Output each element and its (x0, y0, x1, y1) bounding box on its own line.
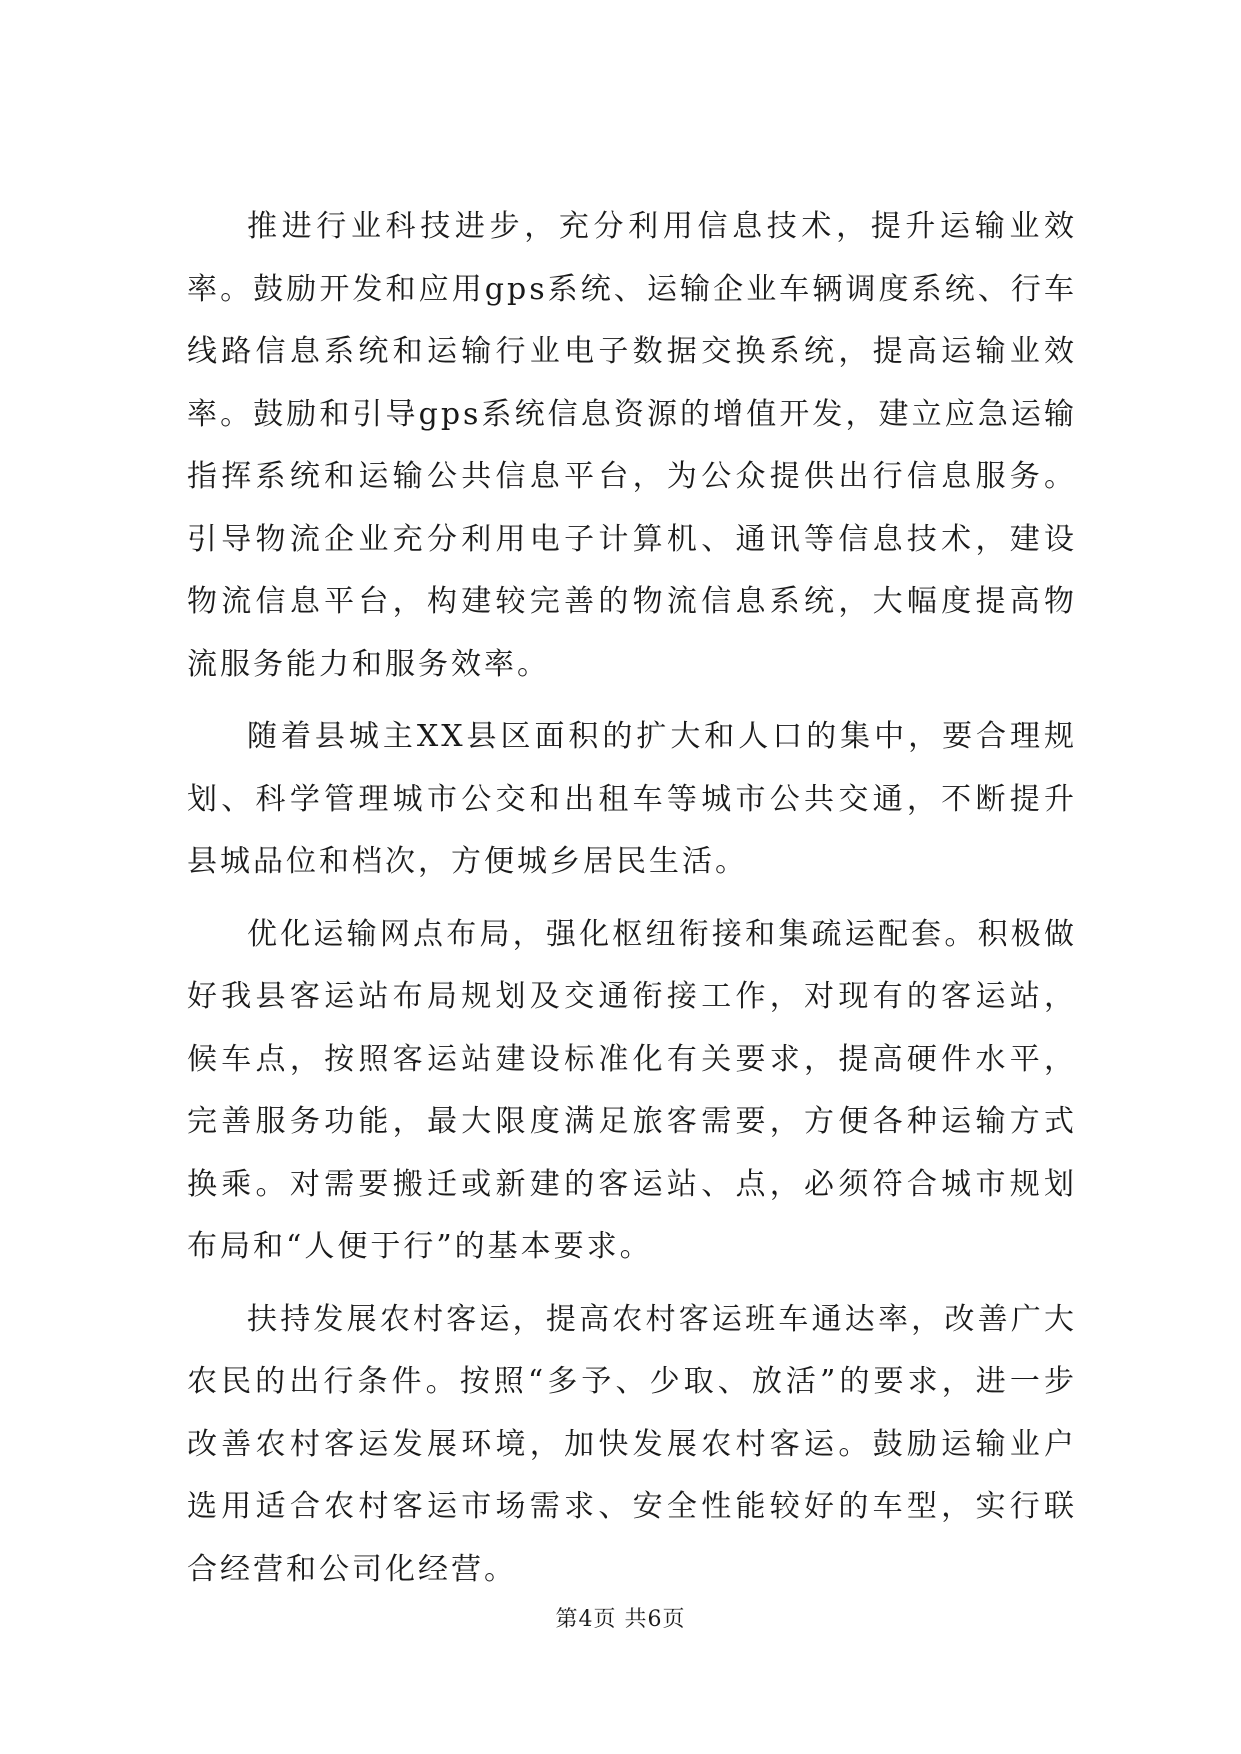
paragraph-urban-transit: 随着县城主XX县区面积的扩大和人口的集中，要合理规划、科学管理城市公交和出租车等城市公共交通，不断提升县城品位和档次，方便城乡居民生活。 (187, 719, 1077, 879)
document-body (187, 196, 1077, 1611)
paragraph-rural-passenger: 扶持发展农村客运，提高农村客运班车通达率，改善广大农民的出行条件。按照“多予、少取、放活”的要求，进一步改善农村客运发展环境，加快发展农村客运。鼓励运输业户选用适合农村客运市场需求、安全性能较好的车型，实行联合经营和公司化经营。 (187, 1301, 1077, 1587)
paragraph-network-layout: 优化运输网点布局，强化枢纽衔接和集疏运配套。积极做好我县客运站布局规划及交通衔接工作，对现有的客运站，候车点，按照客运站建设标准化有关要求，提高硬件水平，完善服务功能，最大限度满足旅客需要，方便各种运输方式换乘。对需要搬迁或新建的客运站、点，必须符合城市规划布局和“人便于行”的基本要求。 (187, 916, 1077, 1264)
page-number-footer: 第4页 共6页 (555, 1607, 686, 1632)
paragraph-tech-progress: 推进行业科技进步，充分利用信息技术，提升运输业效率。鼓励开发和应用gps系统、运输企业车辆调度系统、行车线路信息系统和运输行业电子数据交换系统，提高运输业效率。鼓励和引导gps系统信息资源的增值开发，建立应急运输指挥系统和运输公共信息平台，为公众提供出行信息服务。引导物流企业充分利用电子计算机、通讯等信息技术，建设物流信息平台，构建较完善的物流信息系统，大幅度提高物流服务能力和服务效率。 (187, 209, 1077, 682)
